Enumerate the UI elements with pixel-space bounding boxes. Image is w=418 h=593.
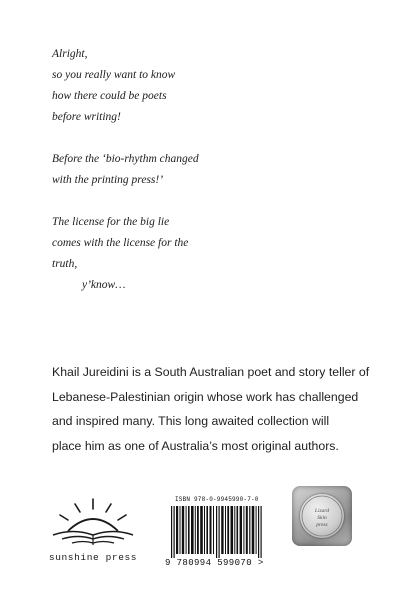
poem-line: truth, (52, 258, 78, 270)
isbn-barcode (165, 496, 271, 574)
rising-sun-icon (48, 495, 138, 551)
poem-line: Before the ‘bio-rhythm changed (52, 153, 199, 165)
poem-line: comes with the license for the (52, 237, 189, 249)
poem-line: Alright, (52, 48, 88, 60)
poem-stanza-2 (52, 149, 392, 191)
isbn-label: ISBN 978-0-9945990-7-0 (175, 496, 259, 503)
poem-stanza-3 (52, 212, 392, 296)
blurb-line: place him as one of Australia’s most original authors. (52, 438, 339, 453)
svg-text:Lizard: Lizard (314, 508, 330, 514)
publisher-logo (48, 495, 138, 570)
poem-line: so you really want to know (52, 69, 176, 81)
svg-text:press: press (316, 522, 328, 528)
blurb-line: Lebanese-Palestinian origin whose work has challenged (52, 389, 359, 404)
seal-lettering (292, 486, 352, 546)
poem-stanza-1 (52, 44, 392, 128)
blurb-line: Khail Jureidini is a South Australian poet and story teller of (52, 365, 370, 379)
poem-line: The license for the big lie (52, 216, 170, 228)
svg-text:Skin: Skin (317, 515, 327, 521)
poem (52, 44, 392, 296)
poem-line: y’know… (82, 279, 126, 291)
isbn-digits: 9 780994 599070 > (165, 558, 264, 568)
author-blurb (52, 360, 382, 458)
barcode-bars (169, 506, 269, 558)
poem-line: with the printing press!’ (52, 174, 164, 186)
blurb-line: and inspired many. This long awaited collection will (52, 414, 330, 428)
poem-line: how there could be poets (52, 90, 167, 102)
press-seal-icon (292, 486, 352, 546)
publisher-name: sunshine press (48, 552, 138, 563)
poem-line: before writing! (52, 111, 121, 123)
